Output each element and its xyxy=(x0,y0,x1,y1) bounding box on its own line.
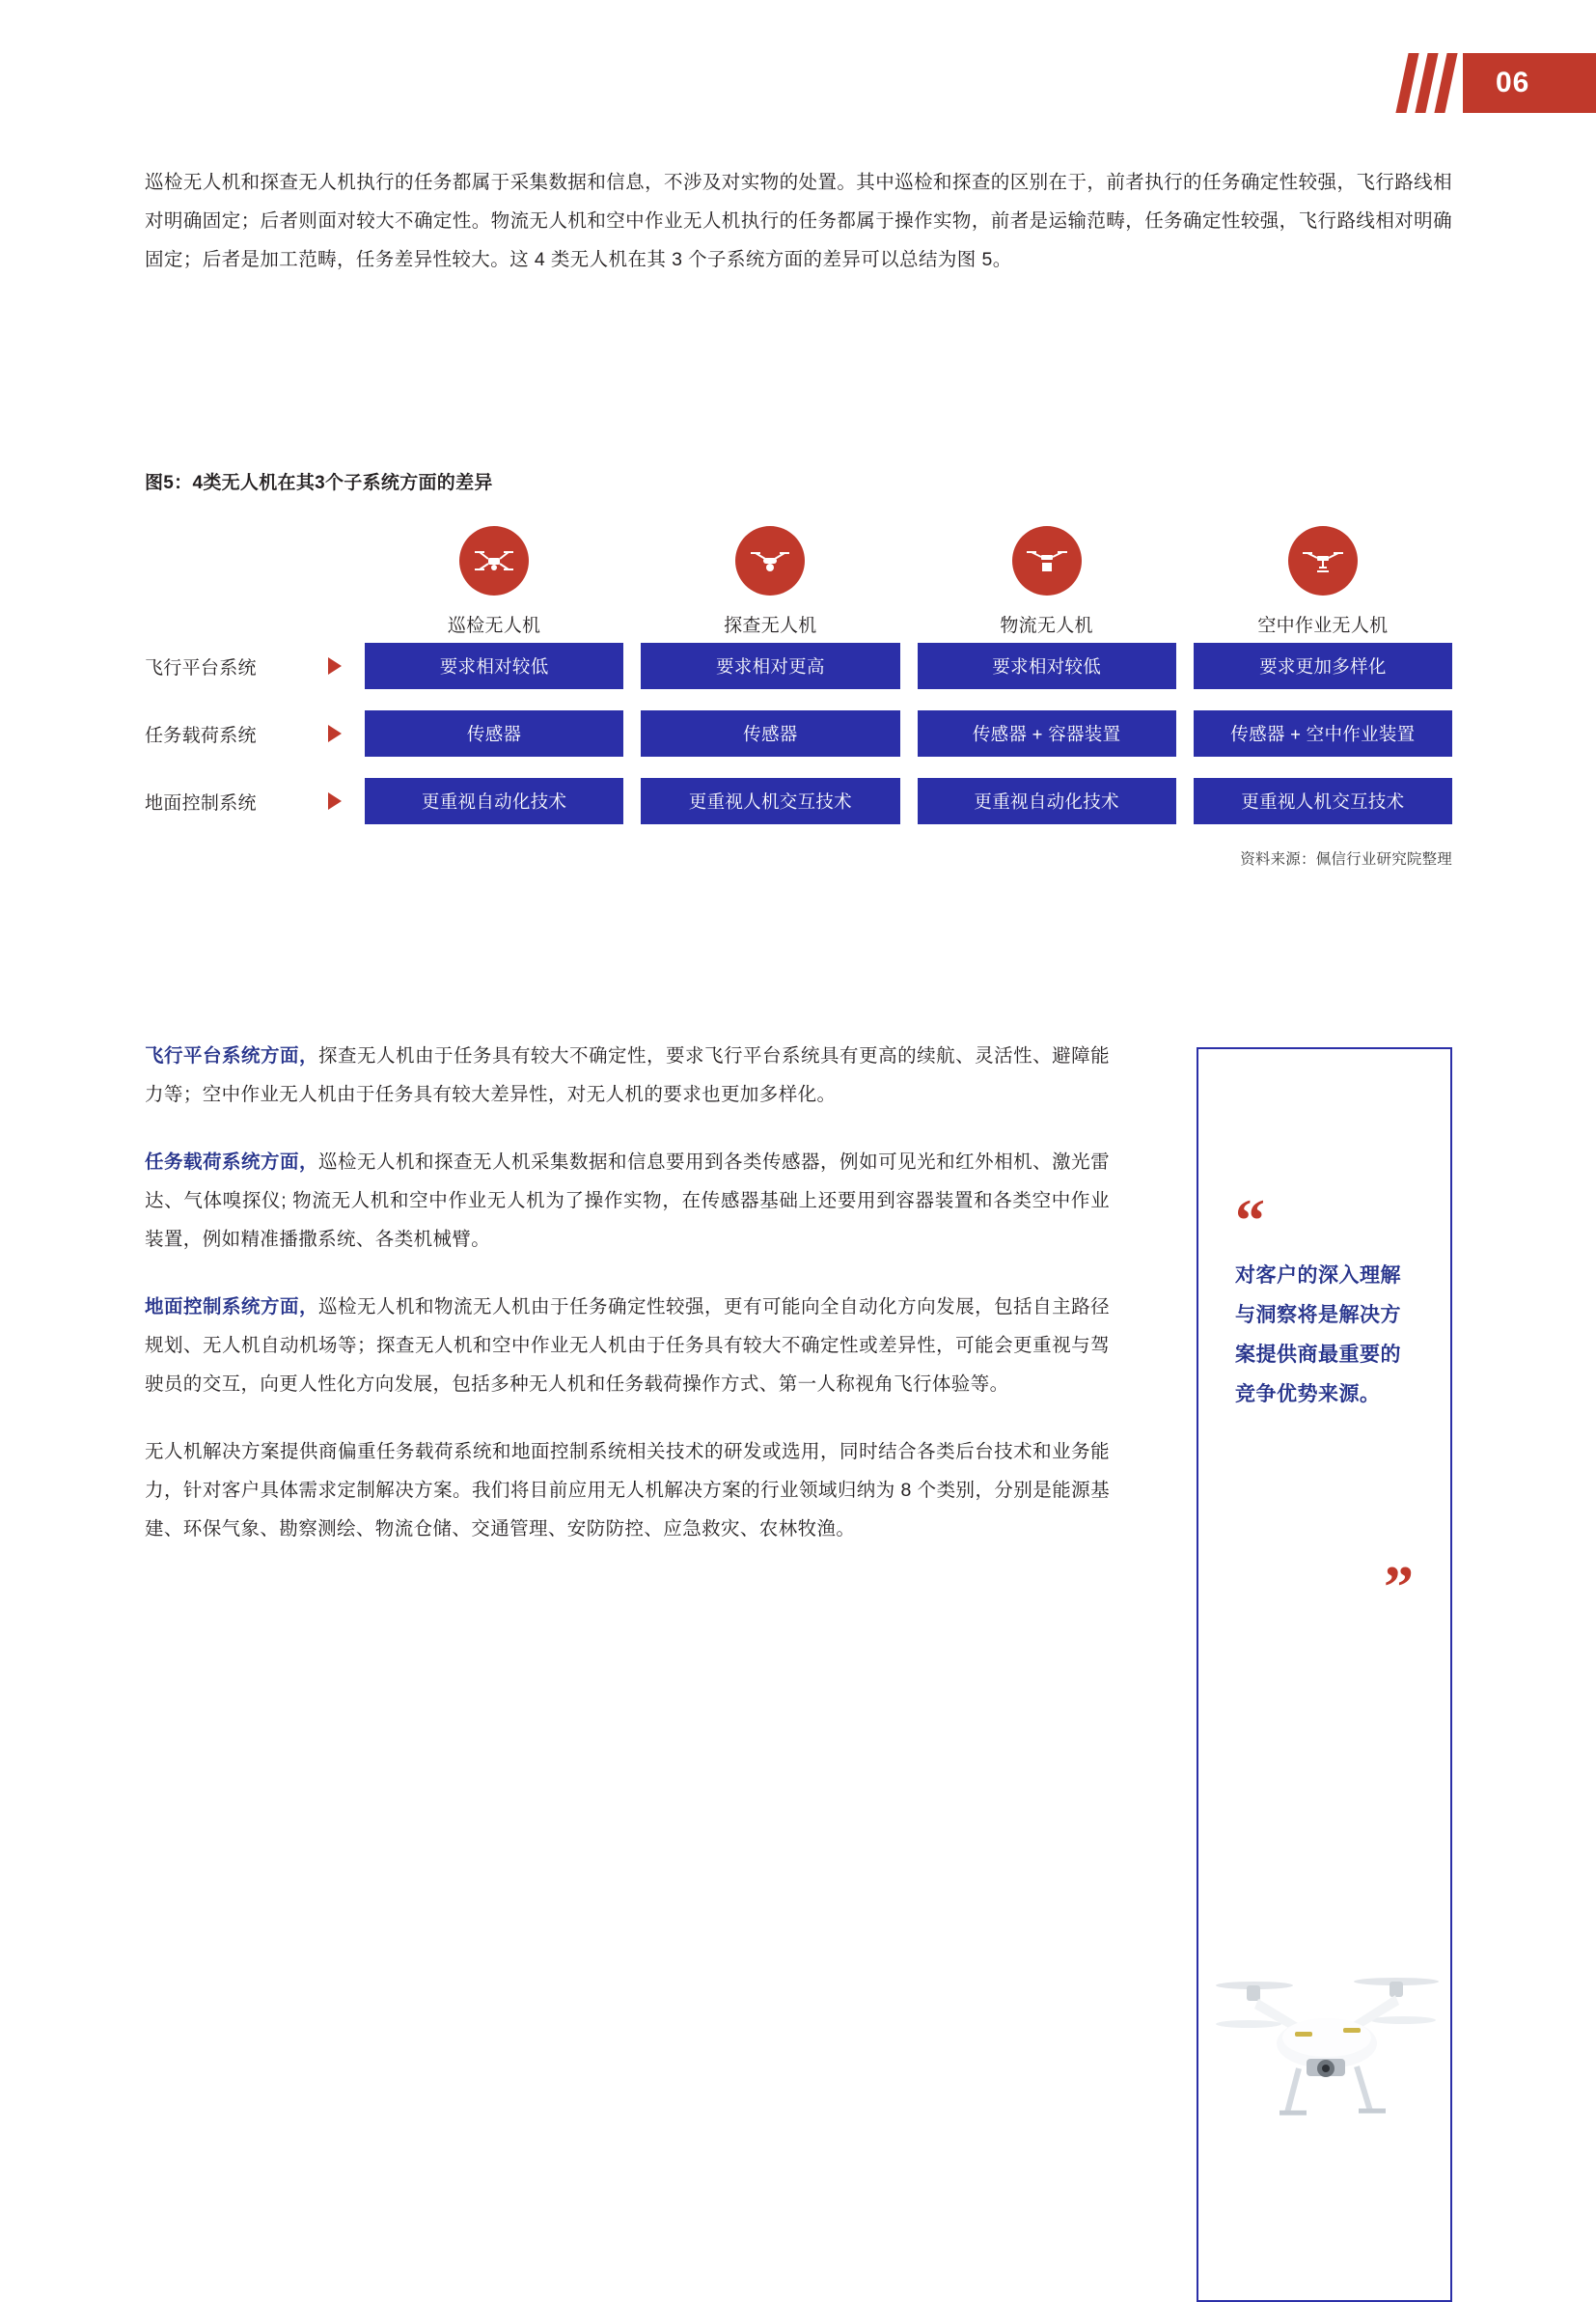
page-number: 06 xyxy=(1463,53,1596,113)
figure-row-label xyxy=(145,778,347,824)
header-stripe xyxy=(1415,53,1438,113)
figure-column-header xyxy=(918,526,1176,643)
figure-cell: 更重视人机交互技术 xyxy=(1194,778,1452,824)
section-lead: 地面控制系统方面， xyxy=(145,1295,319,1317)
header-stripes-decoration xyxy=(1335,53,1463,113)
section-paragraph xyxy=(145,1289,1110,1404)
arrow-right-icon xyxy=(328,725,342,742)
figure-column-header xyxy=(1194,526,1452,643)
figure-source: 资料来源：佩信行业研究院整理 xyxy=(1240,851,1452,868)
figure-cell: 传感器 + 容器装置 xyxy=(918,710,1176,757)
figure-column-header xyxy=(365,526,623,643)
figure-row-label-text: 任务载荷系统 xyxy=(145,725,257,746)
section-lead: 飞行平台系统方面， xyxy=(145,1045,319,1067)
quote-open-icon: “ xyxy=(1235,1188,1265,1254)
quote-text: 对客户的深入理解与洞察将是解决方案提供商最重要的竞争优势来源。 xyxy=(1235,1264,1401,1405)
figure-cell: 传感器 + 空中作业装置 xyxy=(1194,710,1452,757)
section-paragraph xyxy=(145,1038,1110,1115)
figure-column-label: 巡检无人机 xyxy=(447,616,541,636)
row-spacer xyxy=(1194,689,1452,710)
arrow-right-icon xyxy=(328,657,342,675)
figure-cell: 要求更加多样化 xyxy=(1194,643,1452,689)
figure-cell: 传感器 xyxy=(365,710,623,757)
quote-sidebar xyxy=(1197,1047,1452,2302)
row-spacer xyxy=(365,757,623,778)
row-spacer xyxy=(1194,757,1452,778)
section-lead: 任务载荷系统方面， xyxy=(145,1151,319,1173)
row-spacer xyxy=(145,689,347,710)
figure-column-header xyxy=(641,526,899,643)
header-stripe xyxy=(1434,53,1457,113)
row-spacer xyxy=(641,689,899,710)
figure-column-label: 探查无人机 xyxy=(724,616,817,636)
figure-cell: 更重视人机交互技术 xyxy=(641,778,899,824)
figure-row-label xyxy=(145,643,347,689)
drone-aerial-work-icon xyxy=(1288,526,1358,596)
figure-grid xyxy=(145,526,1452,824)
figure-title: 图5：4类无人机在其3个子系统方面的差异 xyxy=(145,473,493,493)
figure-cell: 要求相对较低 xyxy=(918,643,1176,689)
figure-column-label: 物流无人机 xyxy=(1000,616,1093,636)
row-spacer xyxy=(145,757,347,778)
figure-row-label xyxy=(145,710,347,757)
drone-inspection-icon xyxy=(459,526,529,596)
row-spacer xyxy=(918,689,1176,710)
intro-paragraph: 巡检无人机和探查无人机执行的任务都属于采集数据和信息，不涉及对实物的处置。其中巡检和探查的区别在于，前者执行的任务确定性较强，飞行路线相对明确固定；后者则面对较大不确定性。物流无人机和空中作业无人机执行的任务都属于操作实物，前者是运输范畴，任务确定性较强，飞行路线相对明确固定；后者是加工范畴，任务差异性较大。这 4 类无人机在其 3 个子系统方面的差异可以总结为图 5。 xyxy=(145,172,1452,270)
figure-cell: 要求相对较低 xyxy=(365,643,623,689)
drone-logistics-icon xyxy=(1012,526,1082,596)
section-body: 巡检无人机和物流无人机由于任务确定性较强，更有可能向全自动化方向发展，包括自主路径规划、无人机自动机场等；探查无人机和空中作业无人机由于任务具有较大不确定性或差异性，可能会更重视与驾驶员的交互，向更人性化方向发展，包括多种无人机和任务载荷操作方式、第一人称视角飞行体验等。 xyxy=(145,1295,1110,1395)
figure-cell: 更重视自动化技术 xyxy=(918,778,1176,824)
figure-5 xyxy=(145,526,1452,868)
figure-cell: 要求相对更高 xyxy=(641,643,899,689)
quote-close-icon: ” xyxy=(1384,1555,1414,1621)
row-spacer xyxy=(365,689,623,710)
section-body: 无人机解决方案提供商偏重任务载荷系统和地面控制系统相关技术的研发或选用，同时结合各类后台技术和业务能力，针对客户具体需求定制解决方案。我们将目前应用无人机解决方案的行业领域归纳为 8 个类别，分别是能源基建、环保气象、勘察测绘、物流仓储、交通管理、安防防控、应急救灾、农林牧渔。 xyxy=(145,1440,1110,1539)
arrow-right-icon xyxy=(328,792,342,810)
figure-column-label: 空中作业无人机 xyxy=(1257,616,1389,636)
section-paragraph xyxy=(145,1144,1110,1260)
section-paragraph xyxy=(145,1433,1110,1549)
figure-row-label-text: 地面控制系统 xyxy=(145,792,257,814)
body-sections xyxy=(145,1038,1110,1578)
figure-cell: 传感器 xyxy=(641,710,899,757)
drone-survey-icon xyxy=(735,526,805,596)
page-header xyxy=(1335,53,1596,113)
row-spacer xyxy=(918,757,1176,778)
drone-photo xyxy=(1198,1924,1450,2175)
section-body: 巡检无人机和探查无人机采集数据和信息要用到各类传感器，例如可见光和红外相机、激光雷达、气体嗅探仪; 物流无人机和空中作业无人机为了操作实物，在传感器基础上还要用到容器装置和各类空中作业装置，例如精准播撒系统、各类机械臂。 xyxy=(145,1151,1110,1250)
intro-block xyxy=(145,164,1452,309)
figure-row-label-text: 飞行平台系统 xyxy=(145,657,257,679)
section-body: 探查无人机由于任务具有较大不确定性，要求飞行平台系统具有更高的续航、灵活性、避障能力等；空中作业无人机由于任务具有较大差异性，对无人机的要求也更加多样化。 xyxy=(145,1045,1110,1105)
row-spacer xyxy=(641,757,899,778)
header-stripe xyxy=(1395,53,1418,113)
figure-cell: 更重视自动化技术 xyxy=(365,778,623,824)
